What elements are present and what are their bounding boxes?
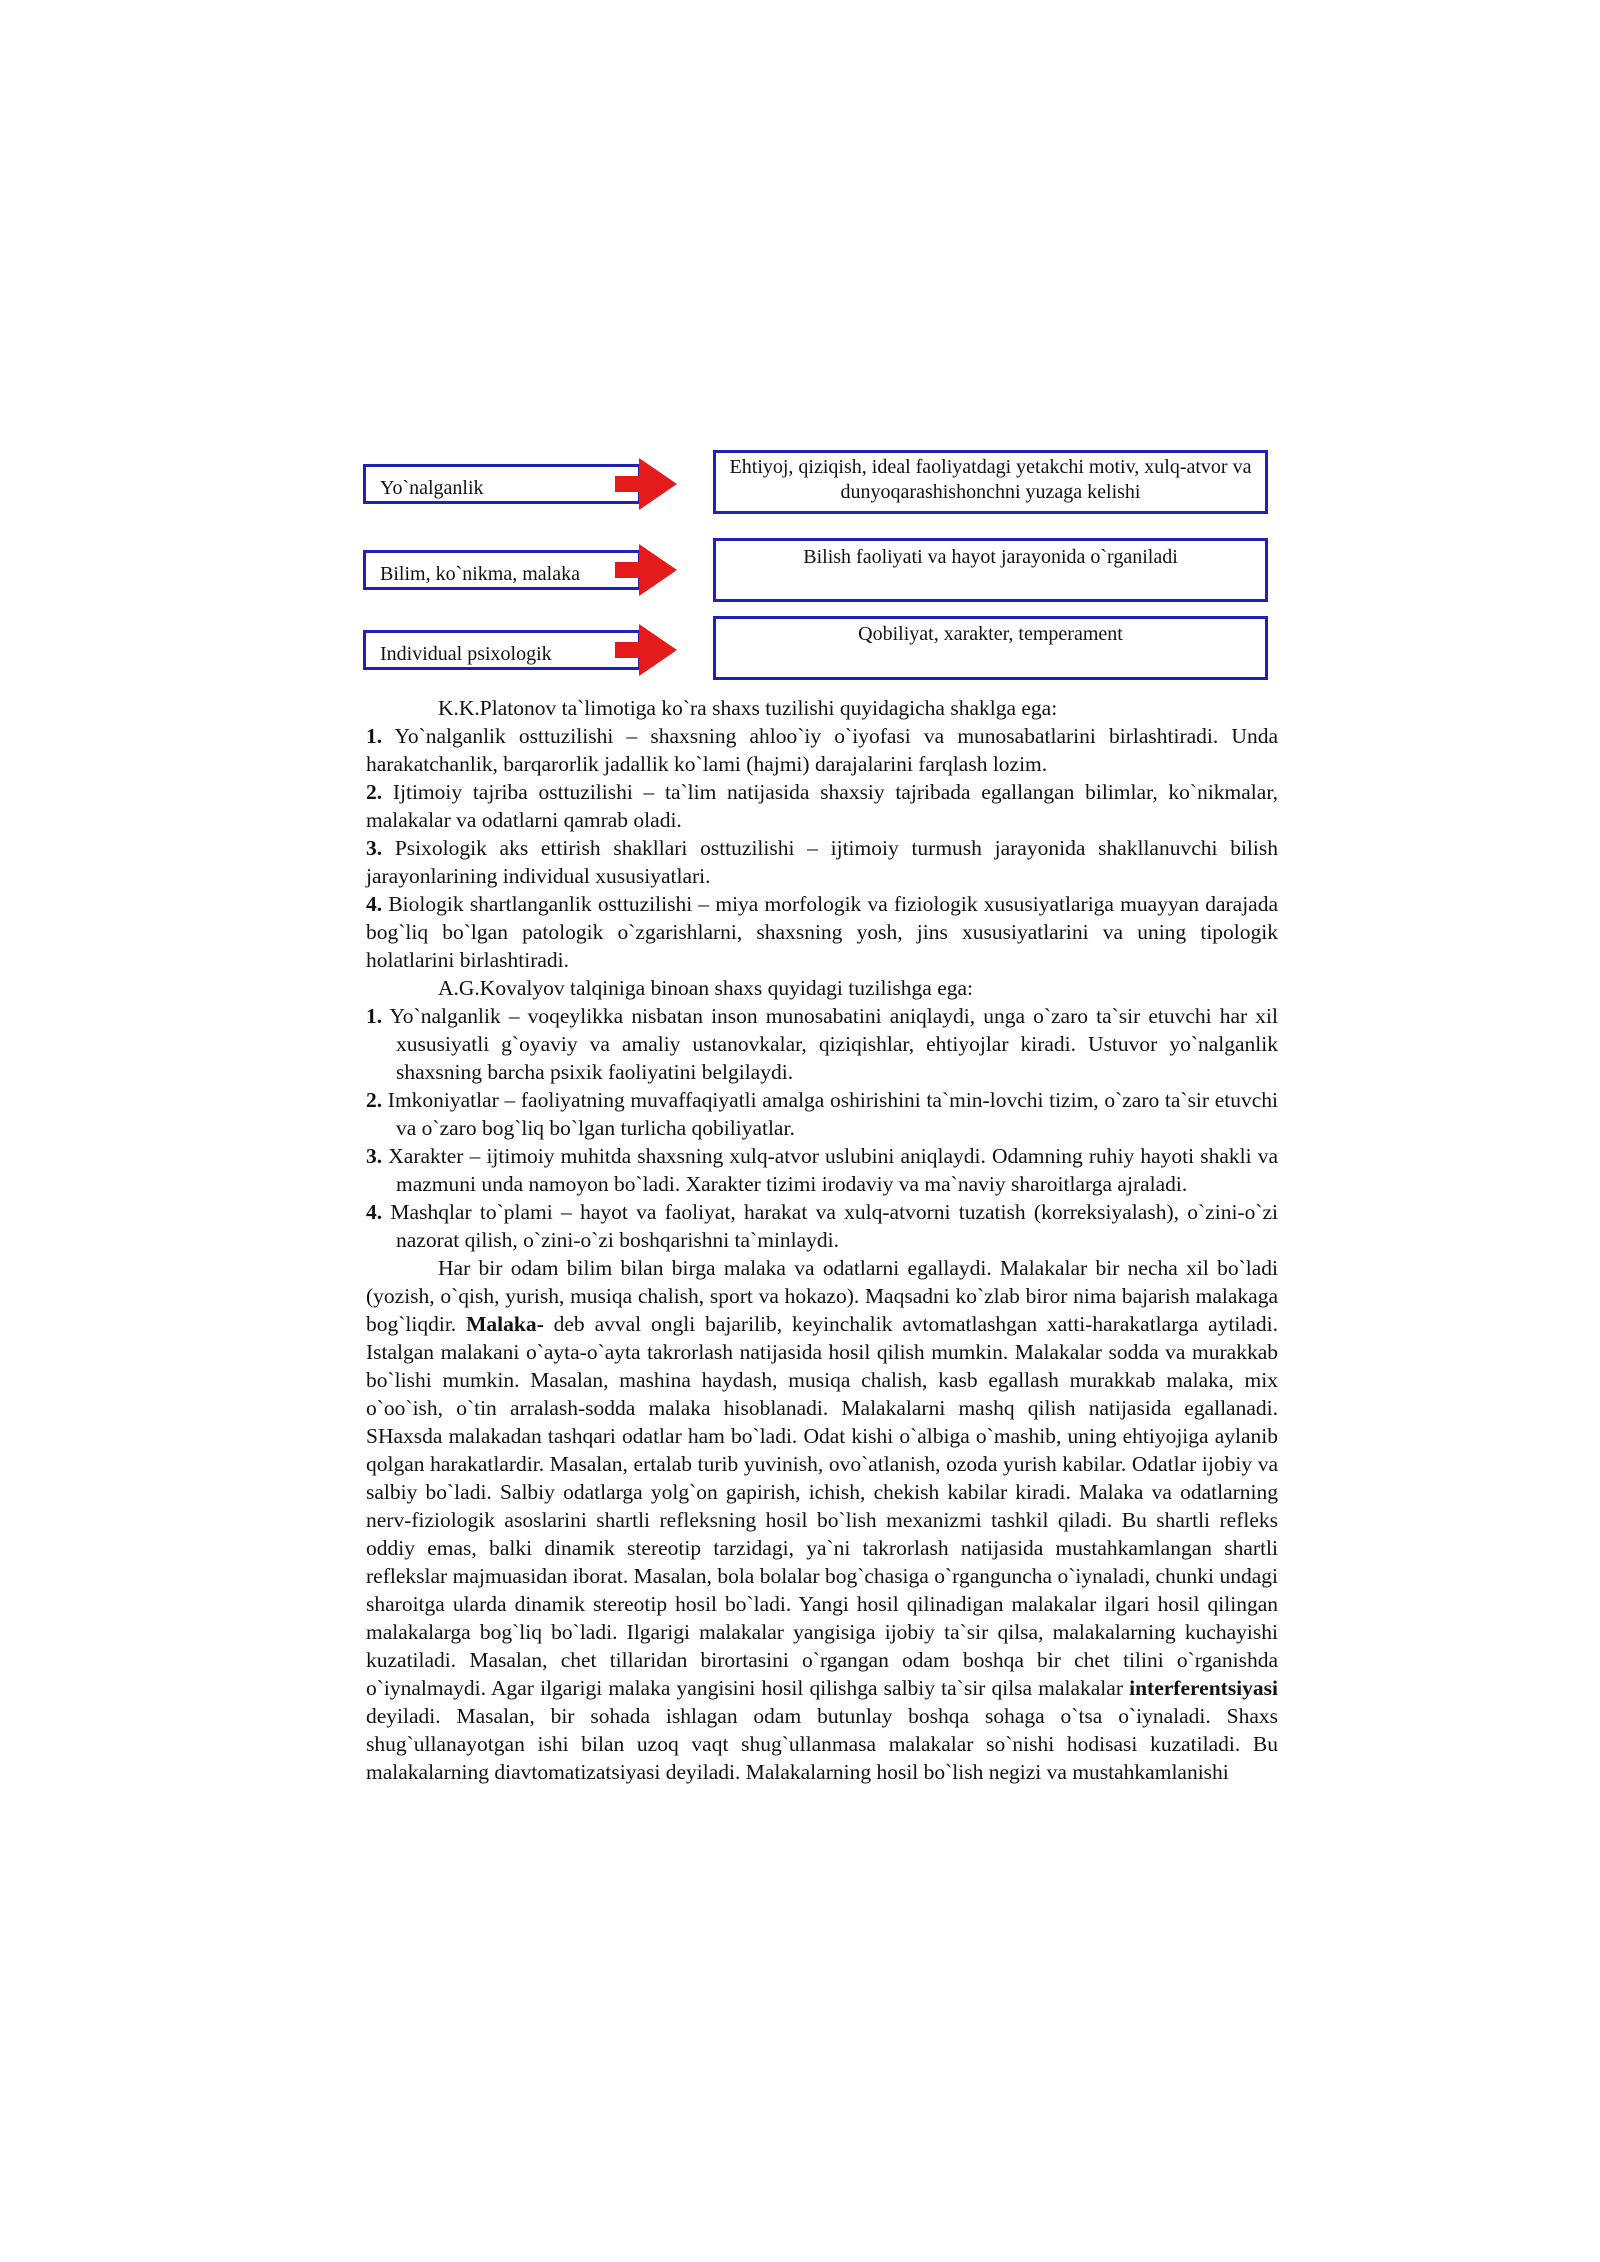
diagram-left-box-orientation	[363, 464, 641, 504]
diagram-right-label: Ehtiyoj, qiziqish, ideal faoliyatdagi yetakchi motiv, xulq-atvor va dunyoqarashishonchni yuzaga kelishi	[729, 456, 1252, 503]
platonov-intro: K.K.Platonov ta`limotiga ko`ra shaxs tuzilishi quyidagicha shaklga ega:	[438, 696, 1058, 720]
diagram-left-box-knowledge	[363, 550, 641, 590]
list-item: 1. Yo`nalganlik osttuzilishi – shaxsning ahloo`iy o`iyofasi va munosabatlarini birlashtiradi. Unda harakatchanlik, barqarorlik jadallik ko`lami (hajmi) darajalarini farqlash lozim.	[366, 724, 1278, 776]
diagram-left-label: Individual psixologik	[380, 643, 552, 665]
diagram-left-box-individual	[363, 630, 641, 670]
diagram-right-box-orientation	[713, 450, 1268, 514]
body-text	[366, 694, 1278, 1786]
skills-paragraph: Har bir odam bilim bilan birga malaka va odatlarni egallaydi. Malakalar bir necha xil bo`ladi (yozish, o`qish, yurish, musiqa chalish, sport va hokazo). Maqsadni ko`zlab biror nima bajarish malakaga bog`liqdir. Malaka- deb avval ongli bajarilib, keyinchalik avtomatlashgan xatti-harakatlarga aytiladi. Istalgan malakani o`ayta-o`ayta takrorlash natijasida hosil qilish mumkin. Malakalar sodda va murakkab bo`lishi mumkin. Masalan, mashina haydash, musiqa chalish, kasb egallash murakkab malaka, mix o`oo`ish, o`tin arralash-sodda malaka hisoblanadi. Malakalarni mashq qilish natijasida egallanadi. SHaxsda malakadan tashqari odatlar ham bo`ladi. Odat kishi o`albiga o`mashib, uning ehtiyojiga aylanib qolgan harakatlardir. Masalan, ertalab turib yuvinish, ovo`atlanish, ozoda yurish kabilar. Odatlar ijobiy va salbiy bo`ladi. Salbiy odatlarga yolg`on gapirish, ichish, chekish kabilar kiradi. Malaka va odatlarning nerv-fiziologik asoslarini shartli refleksning hosil bo`lish mexanizmi tashkil qiladi. Bu shartli refleks oddiy emas, balki dinamik stereotip tarzidagi, ya`ni takrorlash natijasida mustahkamlangan shartli reflekslar majmuasidan iborat. Masalan, bola bolalar bog`chasiga o`rganguncha o`iynaladi, chunki undagi sharoitga ularda dinamik stereotip hosil bo`ladi. Yangi hosil qilinadigan malakalar ilgari hosil qilingan malakalarga bog`liq bo`ladi. Ilgarigi malakalar yangisiga ijobiy ta`sir qilsa, malakalarning kuchayishi kuzatiladi. Masalan, chet tillaridan birortasini o`rgangan odam boshqa bir chet tilini o`rganishda o`iynalmaydi. Agar ilgarigi malaka yangisini hosil qilishga salbiy ta`sir qilsa malakalar interferentsiyasi deyiladi. Masalan, bir sohada ishlagan odam butunlay boshqa sohaga o`tsa o`iynaladi. Shaxs shug`ullanayotgan ishi bilan uzoq vaqt shug`ullanmasa malakalar so`nishi hodisasi kuzatiladi. Bu malakalarning diavtomatizatsiyasi deyiladi. Malakalarning hosil bo`lish negizi va mustahkamlanishi	[366, 1256, 1279, 1784]
list-item: 4. Mashqlar to`plami – hayot va faoliyat, harakat va xulq-atvorni tuzatish (korreksiyalash), o`zini-o`zi nazorat qilish, o`zini-o`zi boshqarishni ta`minlaydi.	[366, 1200, 1279, 1252]
arrow-right-icon	[639, 458, 677, 510]
list-item: 3. Xarakter – ijtimoiy muhitda shaxsning xulq-atvor uslubini aniqlaydi. Odamning ruhiy hayoti shakli va mazmuni unda namoyon bo`ladi. Xarakter tizimi irodaviy va ma`naviy sharoitlarga ajraladi.	[366, 1144, 1279, 1196]
diagram-left-label: Bilim, ko`nikma, malaka	[380, 563, 580, 585]
diagram-right-box-knowledge	[713, 538, 1268, 602]
diagram-right-label: Qobiliyat, xarakter, temperament	[858, 623, 1123, 645]
list-item: 1. Yo`nalganlik – voqeylikka nisbatan inson munosabatini aniqlaydi, unga o`zaro ta`sir etuvchi har xil xususiyatli g`oyaviy va amaliy ustanovkalar, qiziqishlar, ehtiyojlar kiradi. Ustuvor yo`nalganlik shaxsning barcha psixik faoliyatini belgilaydi.	[366, 1004, 1279, 1084]
diagram-left-label: Yo`nalganlik	[380, 477, 484, 499]
arrow-right-icon	[639, 624, 677, 676]
list-item: 4. Biologik shartlanganlik osttuzilishi – miya morfologik va fiziologik xususiyatlariga muayyan darajada bog`liq bo`lgan patologik o`zgarishlarni, shaxsning yosh, jins xususiyatlarini va uning tipologik holatlarini birlashtiradi.	[366, 892, 1279, 972]
list-item: 2. Imkoniyatlar – faoliyatning muvaffaqiyatli amalga oshirishini ta`min-lovchi tizim, o`zaro ta`sir etuvchi va o`zaro bog`liq bo`lgan turlicha qobiliyatlar.	[366, 1088, 1279, 1140]
list-item: 3. Psixologik aks ettirish shakllari osttuzilishi – ijtimoiy turmush jarayonida shakllanuvchi bilish jarayonlarining individual xususiyatlari.	[366, 836, 1278, 888]
kovalyov-intro: A.G.Kovalyov talqiniga binoan shaxs quyidagi tuzilishga ega:	[438, 976, 974, 1000]
list-item: 2. Ijtimoiy tajriba osttuzilishi – ta`lim natijasida shaxsiy tajribada egallangan bilimlar, ko`nikmalar, malakalar va odatlarni qamrab oladi.	[366, 780, 1279, 832]
diagram-right-box-individual	[713, 616, 1268, 680]
diagram-right-label: Bilish faoliyati va hayot jarayonida o`rganiladi	[803, 546, 1178, 568]
arrow-right-icon	[639, 544, 677, 596]
structure-diagram	[363, 450, 1268, 685]
